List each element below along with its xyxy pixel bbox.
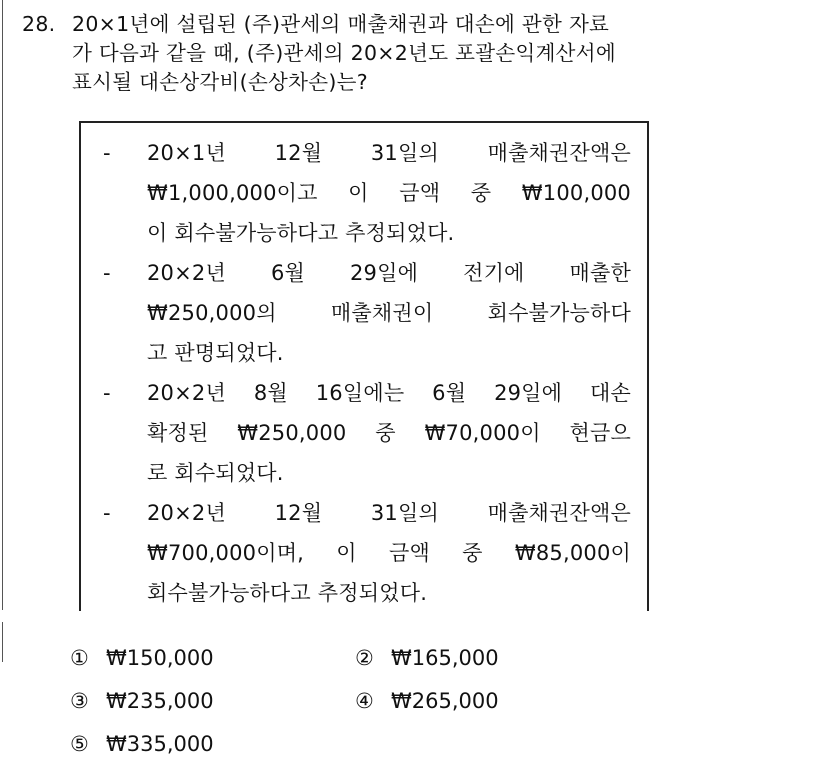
choice-text: ₩165,000 <box>391 646 499 670</box>
data-item <box>103 493 631 613</box>
choice-5[interactable] <box>70 723 214 766</box>
choice-number: ② <box>355 646 374 670</box>
question-text-line-1: 20×1년에 설립된 (주)관세의 매출채권과 대손에 관한 자료 <box>72 12 610 36</box>
item-dash: - <box>103 381 111 405</box>
item-line: 20×2년 12월 31일의 매출채권잔액은 <box>147 501 631 525</box>
question-text-line-3: 표시될 대손상각비(손상차손)는? <box>72 70 368 94</box>
item-line: ₩250,000의 매출채권이 회수불가능하다 <box>147 301 631 325</box>
item-line: 로 회수되었다. <box>147 461 284 485</box>
question-line-1 <box>22 10 812 39</box>
item-line: 이 회수불가능하다고 추정되었다. <box>147 221 455 245</box>
choice-3[interactable] <box>70 680 214 723</box>
item-dash: - <box>103 501 111 525</box>
choice-text: ₩265,000 <box>391 689 499 713</box>
left-margin-rule-lower <box>2 622 3 662</box>
choice-text: ₩235,000 <box>106 689 214 713</box>
item-dash: - <box>103 141 111 165</box>
left-margin-rule <box>2 0 3 610</box>
item-line: ₩1,000,000이고 이 금액 중 ₩100,000 <box>147 181 631 205</box>
item-line: 회수불가능하다고 추정되었다. <box>147 581 428 605</box>
item-dash: - <box>103 261 111 285</box>
data-box <box>79 121 649 611</box>
choice-4[interactable] <box>355 680 499 723</box>
data-item <box>103 133 631 253</box>
choice-number: ⑤ <box>70 732 89 756</box>
choice-text: ₩335,000 <box>106 732 214 756</box>
item-line: 20×1년 12월 31일의 매출채권잔액은 <box>147 141 631 165</box>
question-stem <box>22 10 812 97</box>
data-item <box>103 373 631 493</box>
choice-number: ① <box>70 646 89 670</box>
data-item <box>103 253 631 373</box>
item-line: 20×2년 6월 29일에 전기에 매출한 <box>147 261 631 285</box>
choice-text: ₩150,000 <box>106 646 214 670</box>
item-line: ₩700,000이며, 이 금액 중 ₩85,000이 <box>147 541 631 565</box>
question-number: 28. <box>22 12 56 36</box>
choice-number: ④ <box>355 689 374 713</box>
choice-2[interactable] <box>355 637 499 680</box>
question-text-line-2: 가 다음과 같을 때, (주)관세의 20×2년도 포괄손익계산서에 <box>72 41 616 65</box>
item-line: 고 판명되었다. <box>147 341 284 365</box>
choice-number: ③ <box>70 689 89 713</box>
item-line: 20×2년 8월 16일에는 6월 29일에 대손 <box>147 381 631 405</box>
choice-1[interactable] <box>70 637 214 680</box>
item-line: 확정된 ₩250,000 중 ₩70,000이 현금으 <box>147 421 631 445</box>
